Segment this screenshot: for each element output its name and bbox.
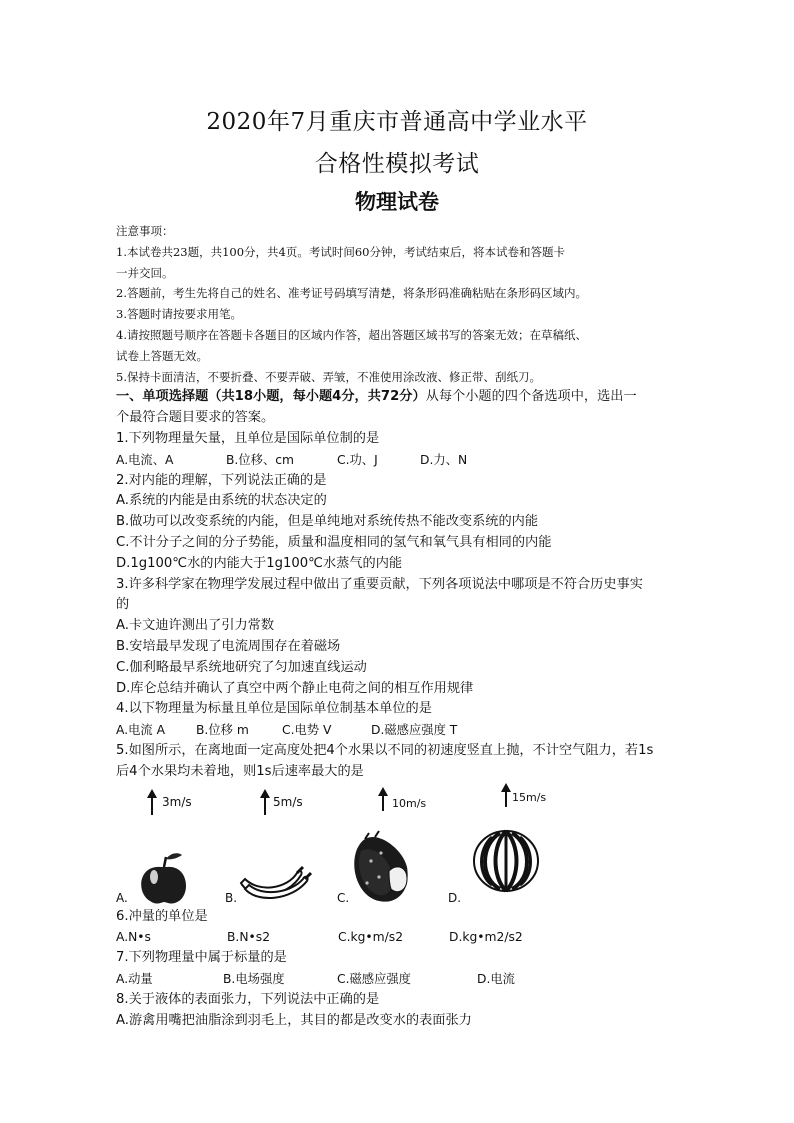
q8-stem: 8.关于液体的表面张力，下列说法中正确的是 [116, 991, 380, 1007]
notes-heading: 注意事项： [116, 224, 174, 238]
q4-options [116, 720, 682, 741]
q6-options [116, 927, 682, 948]
q8-option-a[interactable]: A.游禽用嘴把油脂涂到羽毛上，其目的都是改变水的表面张力 [116, 1012, 472, 1028]
q3-option-a[interactable]: A.卡文迪许测出了引力常数 [116, 618, 275, 634]
q7-option-b[interactable]: B.电场强度 [223, 971, 285, 986]
q1-option-a[interactable]: A.电流、A [116, 452, 174, 467]
q5-letter-b: B. [225, 890, 238, 905]
q1-options [116, 450, 682, 471]
q5-letter-a: A. [116, 890, 128, 905]
q7-option-d[interactable]: D.电流 [477, 971, 515, 986]
q5-speed-c: 10m/s [392, 796, 427, 810]
q2-option-c[interactable]: C.不计分子之间的分子势能，质量和温度相同的氢气和氧气具有相同的内能 [116, 534, 552, 550]
q6-option-a[interactable]: A.N•s [116, 930, 151, 945]
q5-option-c[interactable] [337, 783, 437, 907]
q6-option-b[interactable]: B.N•s2 [227, 930, 271, 945]
q2-stem: 2.对内能的理解，下列说法正确的是 [116, 472, 327, 488]
section1-title-rest: 从每个小题的四个备选项中，选出一 [425, 389, 637, 405]
q4-option-a[interactable]: A.电流 A [116, 723, 166, 738]
q7-stem: 7.下列物理量中属于标量的是 [116, 950, 287, 966]
note-line: 一并交回。 [116, 265, 174, 280]
q5-option-d[interactable] [448, 783, 548, 907]
q5-option-b[interactable] [225, 783, 325, 907]
q5-speed-a: 3m/s [162, 794, 192, 809]
section1-title [116, 387, 682, 408]
q1-option-b[interactable]: B.位移、cm [226, 452, 294, 467]
q5-speed-b: 5m/s [273, 794, 303, 809]
q2-option-b[interactable]: B.做功可以改变系统的内能，但是单纯地对系统传热不能改变系统的内能 [116, 514, 539, 530]
q7-option-c[interactable]: C.磁感应强度 [337, 971, 411, 986]
note-line: 1.本试卷共23题，共100分，共4页。考试时间60分钟，考试结束后，将本试卷和答题卡 [116, 244, 566, 259]
note-line: 试卷上答题无效。 [116, 348, 208, 363]
q3-option-b[interactable]: B.安培最早发现了电流周围存在着磁场 [116, 638, 341, 654]
q3-option-d[interactable]: D.库仑总结并确认了真空中两个静止电荷之间的相互作用规律 [116, 680, 474, 696]
q7-option-a[interactable]: A.动量 [116, 971, 153, 986]
q6-option-d[interactable]: D.kg•m2/s2 [449, 930, 523, 945]
q1-stem: 1.下列物理量矢量，且单位是国际单位制的是 [116, 430, 380, 446]
q1-option-d[interactable]: D.力、N [420, 452, 468, 467]
note-line: 2.答题前，考生先将自己的姓名、准考证号码填写清楚，将条形码准确粘贴在条形码区域内。 [116, 286, 587, 301]
q4-option-d[interactable]: D.磁感应强度 T [371, 723, 458, 738]
note-line: 5.保持卡面清洁，不要折叠、不要弄破、弄皱，不准使用涂改液、修正带、刮纸刀。 [116, 369, 541, 384]
q4-option-b[interactable]: B.位移 m [196, 723, 249, 738]
note-line: 3.答题时请按要求用笔。 [116, 307, 242, 322]
exam-title-line2: 合格性模拟考试 [314, 151, 480, 177]
q6-option-c[interactable]: C.kg•m/s2 [338, 930, 404, 945]
q3-stem-line2: 的 [116, 597, 130, 613]
exam-title-line1: 2020年7月重庆市普通高中学业水平 [206, 109, 588, 135]
q2-option-a[interactable]: A.系统的内能是由系统的状态决定的 [116, 493, 327, 509]
q5-option-a[interactable] [116, 783, 216, 907]
q4-option-c[interactable]: C.电势 V [282, 723, 332, 738]
q6-stem: 6.冲量的单位是 [116, 908, 208, 924]
q5-speed-d: 15m/s [512, 790, 547, 804]
q5-letter-c: C. [337, 890, 350, 905]
section1-title-bold: 一、单项选择题（共18小题，每小题4分，共72分） [116, 389, 426, 405]
q5-letter-d: D. [448, 890, 462, 905]
q5-figure [116, 783, 682, 907]
q3-stem-line1: 3.许多科学家在物理学发展过程中做出了重要贡献，下列各项说法中哪项是不符合历史事实 [116, 576, 643, 592]
q4-stem: 4.以下物理量为标量且单位是国际单位制基本单位的是 [116, 701, 432, 717]
q2-option-d[interactable]: D.1g100℃水的内能大于1g100℃水蒸气的内能 [116, 555, 403, 571]
q1-option-c[interactable]: C.功、J [337, 452, 378, 467]
q5-stem-line1: 5.如图所示，在离地面一定高度处把4个水果以不同的初速度竖直上抛，不计空气阻力，若1s [116, 742, 654, 758]
q3-option-c[interactable]: C.伽利略最早系统地研究了匀加速直线运动 [116, 659, 367, 675]
q7-options [116, 969, 682, 990]
exam-subject-title: 物理试卷 [355, 189, 439, 214]
section1-title-line2: 个最符合题目要求的答案。 [116, 410, 275, 426]
note-line: 4.请按照题号顺序在答题卡各题目的区域内作答，超出答题区域书写的答案无效；在草稿纸、 [116, 327, 587, 342]
q5-stem-line2: 后4个水果均未着地，则1s后速率最大的是 [116, 763, 364, 779]
exam-content [116, 221, 682, 1031]
notes-block [116, 221, 682, 387]
